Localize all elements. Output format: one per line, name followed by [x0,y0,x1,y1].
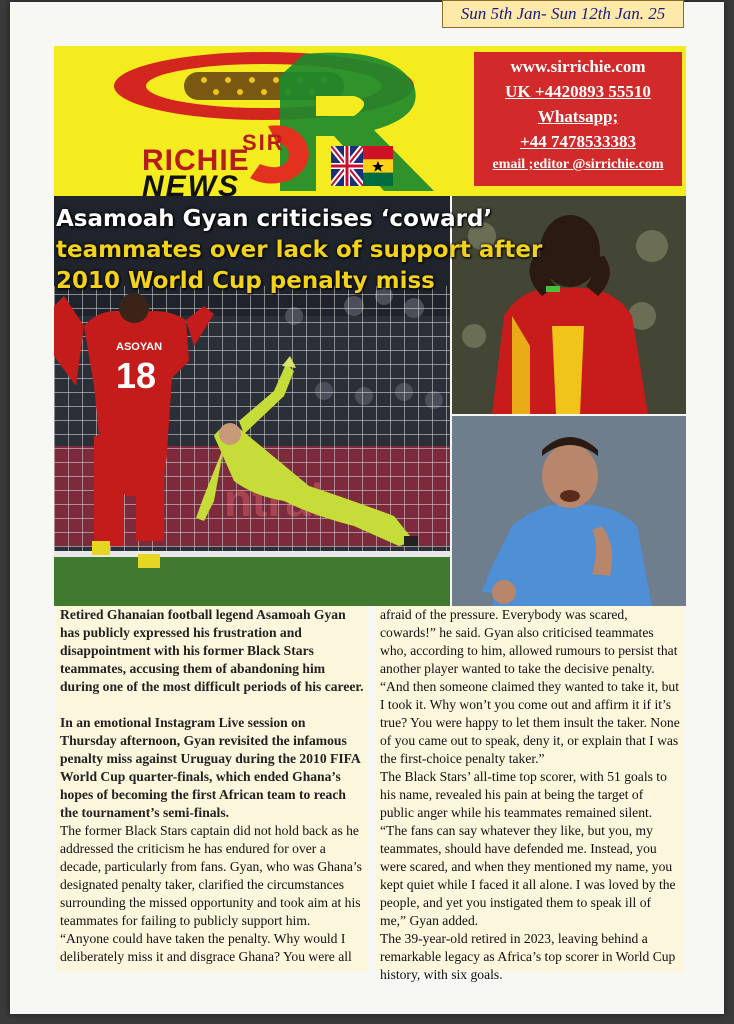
sir-richie-logo [54,46,474,196]
paragraph: The former Black Stars captain did not hold back as he addressed the criticism he has endured for over a decade, particularly from fans. Gyan, who was Ghana’s designated penalty taker, clarified the circumstances surrounding the missed opportunity and took aim at his teammates for failing to publicly support him. [60,823,362,928]
paragraph: Retired Ghanaian football legend Asamoah Gyan has publicly expressed his frustration and disappointment with his former Black Stars teammates, accusing them of abandoning him during one of the most difficult periods of his career. [60,607,364,694]
article-headline [56,204,596,297]
paragraph: The 39-year-old retired in 2023, leaving behind a remarkable legacy as Africa’s top scorer in World Cup history, with six goals. [380,931,676,982]
logo-graphic [54,46,474,196]
logo-news-text: NEWS [142,170,240,196]
contact-info-box [474,52,682,186]
email-link[interactable]: email ;editor @sirrichie.com [492,157,664,172]
suarez-celebration-photo [452,416,686,606]
logo-sir-text: SIR [242,130,285,155]
logo-richie-text: RICHIE [142,144,250,177]
article-right-column [376,606,684,982]
jersey-number-text: 18 [116,355,157,396]
suarez-scene-image [452,416,686,606]
headline-line-2: teammates over lack of support after [56,237,543,263]
article-left-column [56,606,368,972]
headline-line-1: Asamoah Gyan criticises ‘coward’ [56,206,493,232]
whatsapp-number-link[interactable]: +44 7478533383 [520,132,636,151]
paragraph: “The fans can say whatever they like, but you, my teammates, should have defended me. Instead, you were scared, and when they mentioned my name, you kept quiet while I faced it all alone. I was loved by the people, and yet you instigated them to speak ill of me,” Gyan added. [380,823,676,928]
paragraph: The Black Stars’ all-time top scorer, with 51 goals to his name, revealed his pain at being the target of public anger while his teammates remained silent. [380,769,667,820]
whatsapp-label: Whatsapp; [537,107,619,126]
headline-line-3: 2010 World Cup penalty miss [56,268,435,294]
issue-date-badge: Sun 5th Jan- Sun 12th Jan. 25 [442,0,684,28]
paragraph: In an emotional Instagram Live session on Thursday afternoon, Gyan revisited the infamous penalty miss against Uruguay during the 2010 FIFA World Cup quarter-finals, which ended Ghana’s hopes of becoming the first African team to reach the tournament’s semi-finals. [60,715,360,820]
jersey-name-text: ASOYAN [116,341,163,353]
website-link[interactable]: www.sirrichie.com [510,57,646,76]
paragraph: “Anyone could have taken the penalty. Why would I deliberately miss it and disgrace Ghana? You were all [60,931,352,964]
uk-phone-link[interactable]: UK +4420893 55510 [505,82,651,101]
paragraph: afraid of the pressure. Everybody was scared, cowards!” he said. Gyan also criticised teammates who, according to him, allowed rumours to persist that another player wanted to take the decisive penalty. [380,607,678,676]
paragraph: “And then someone claimed they wanted to take it, but I took it. Why won’t you come out and affirm it if it’s true? You were happy to let them insult the taker. None of you came out to speak, deny it, or explain that I was the first-choice penalty taker.” [380,679,680,766]
uk-ghana-flag-icon [331,146,393,186]
